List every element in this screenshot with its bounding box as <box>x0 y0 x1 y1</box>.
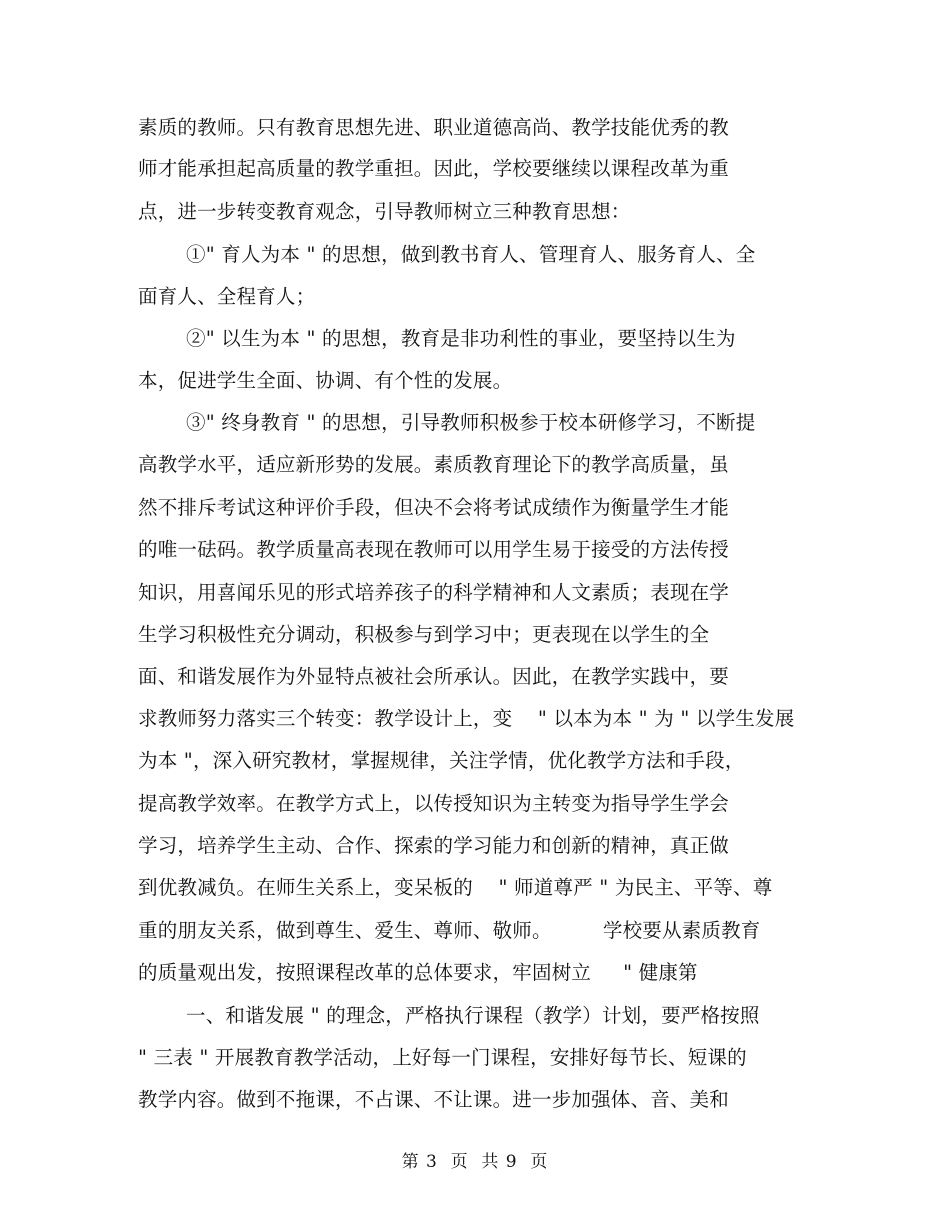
text-line-7: 本，促进学生全面、协调、有个性的发展。 <box>138 369 513 392</box>
text-line-9: 高教学水平，适应新形势的发展。素质教育理论下的教学高质量，虽 <box>138 453 730 476</box>
text-line-10: 然不排斥考试这种评价手段，但决不会将考试成绩作为衡量学生才能 <box>138 496 730 519</box>
text-line-17: 提高教学效率。在教学方式上，以传授知识为主转变为指导学生学会 <box>138 792 730 815</box>
text-line-24: 教学内容。做到不拖课，不占课、不让课。进一步加强体、音、美和 <box>138 1088 730 1111</box>
text-line-23: " 三表 " 开展教育教学活动，上好每一门课程，安排好每节长、短课的 <box>138 1046 747 1069</box>
text-line-6: ②" 以生为本 " 的思想，教育是非功利性的事业，要坚持以生为 <box>186 327 736 350</box>
text-line-2: 师才能承担起高质量的教学重担。因此，学校要继续以课程改革为重 <box>138 157 730 180</box>
text-line-19: 到优教减负。在师生关系上，变呆板的 " 师道尊严 " 为民主、平等、尊 <box>138 876 773 899</box>
text-line-12: 知识，用喜闻乐见的形式培养孩子的科学精神和人文素质；表现在学 <box>138 581 730 604</box>
text-line-4: ①" 育人为本 " 的思想，做到教书育人、管理育人、服务育人、全 <box>186 243 756 266</box>
text-line-18: 学习，培养学生主动、合作、探索的学习能力和创新的精神，真正做 <box>138 834 730 857</box>
text-line-14: 面、和谐发展作为外显特点被社会所承认。因此，在教学实践中，要 <box>138 665 730 688</box>
text-line-15: 求教师努力落实三个转变：教学设计上，变 " 以本为本 " 为 " 以学生发展 <box>138 707 795 730</box>
page-number-footer: 第 3 页 共 9 页 <box>401 1152 549 1172</box>
text-line-11: 的唯一砝码。教学质量高表现在教师可以用学生易于接受的方法传授 <box>138 538 730 561</box>
text-line-20: 重的朋友关系，做到尊生、爱生、尊师、敬师。 学校要从素质教育 <box>138 919 761 942</box>
text-line-21: 的质量观出发，按照课程改革的总体要求，牢固树立 " 健康第 <box>138 961 698 984</box>
text-line-13: 生学习积极性充分调动，积极参与到学习中；更表现在以学生的全 <box>138 623 710 646</box>
text-line-8: ③" 终身教育 " 的思想，引导教师积极参于校本研修学习，不断提 <box>186 411 756 434</box>
text-line-1: 素质的教师。只有教育思想先进、职业道德高尚、教学技能优秀的教 <box>138 116 730 139</box>
text-line-16: 为本 "，深入研究教材，掌握规律，关注学情，优化教学方法和手段， <box>138 749 745 772</box>
text-line-3: 点，进一步转变教育观念，引导教师树立三种教育思想： <box>138 200 631 223</box>
text-line-22: 一、和谐发展 " 的理念，严格执行课程（教学）计划，要严格按照 <box>186 1004 760 1027</box>
text-line-5: 面育人、全程育人； <box>138 285 316 308</box>
